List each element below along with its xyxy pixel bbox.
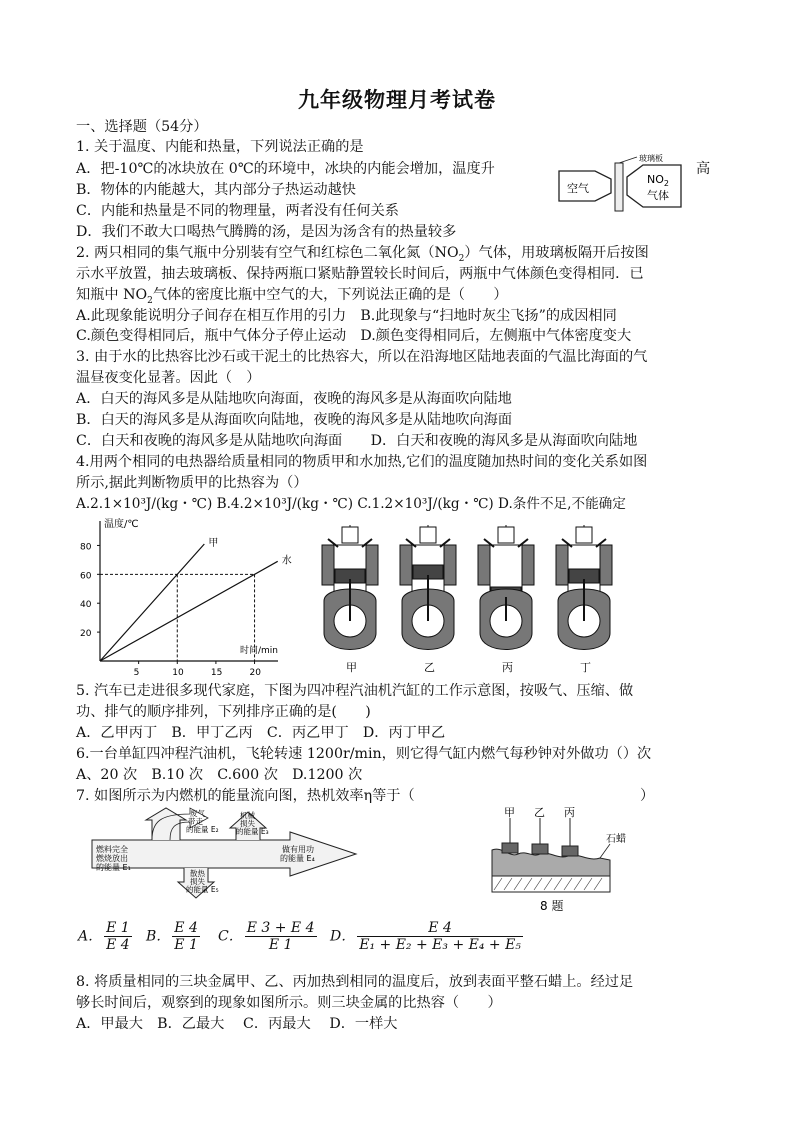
q1-stem: 1. 关于温度、内能和热量，下列说法正确的是: [76, 139, 364, 155]
q2-line1: 2. 两只相同的集气瓶中分别装有空气和红棕色二氧化氮$(NO_2)$气体，用玻璃板隔开后按图: [76, 245, 649, 264]
label-yi: 乙: [534, 806, 545, 819]
q4-line1: 4.用两个相同的电热器给质量相同的物质甲和水加热,它们的温度随加热时间的变化关系如图: [76, 454, 648, 470]
x-tick-label: 5: [133, 668, 140, 678]
flow-e1: 燃料完全燃烧放出的能量 E₁: [96, 845, 131, 872]
page-title: 九年级物理月考试卷: [298, 87, 496, 112]
q2-options-ab: A.此现象能说明分子间存在相互作用的引力 B.此现象与“扫地时灰尘飞扬”的成因相同: [76, 308, 617, 324]
q7-line1: 7. 如图所示为内燃机的能量流向图，热机效率η等于（: [76, 788, 415, 804]
flow-e2: 废气带走的能量 E₂: [186, 809, 219, 834]
flow-e3: 机械损失的能量 E₃: [236, 811, 269, 836]
label-bing: 丙: [564, 806, 575, 819]
q4-line2: 所示,据此判断物质甲的比热容为（）: [76, 475, 308, 491]
x-tick-label: 15: [210, 668, 223, 678]
q7-line1-end: ）: [640, 788, 655, 804]
q6-options: A、20 次 B.10 次 C.600 次 D.1200 次: [76, 767, 363, 783]
q7-option-c: C． $\frac{E 3 + E 4}{E 1}$: [218, 920, 315, 953]
section-heading: 一、选择题（54分）: [76, 119, 208, 135]
block-jia: [502, 843, 518, 853]
energy-flow-figure: [90, 806, 362, 902]
q1-option-a: A．把-10℃的冰块放在 0℃的环境中，冰块的内能会增加，温度升: [76, 161, 495, 177]
spark-plug: [342, 527, 358, 543]
gas-bottles-figure: [555, 153, 688, 217]
wax-figure: [488, 806, 638, 916]
x-tick-label: 10: [172, 668, 184, 678]
q3-option-b: B．白天的海风多是从海面吹向陆地，夜晚的海风多是从陆地吹向海面: [76, 412, 513, 428]
q8-line1: 8. 将质量相同的三块金属甲、乙、丙加热到相同的温度后，放到表面平整石蜡上。经过足: [76, 974, 634, 990]
block-yi: [532, 844, 548, 854]
q8-line2: 够长时间后，观察到的现象如图所示。则三块金属的比热容（ ）: [76, 995, 502, 1011]
x-tick-label: 20: [249, 668, 261, 678]
q4-options: A.2.1×10³J/(kg・℃) B.4.2×10³J/(kg・℃) C.1.2×10³J/(kg・℃) D.条件不足,不能确定: [76, 496, 626, 512]
label-jia: 甲: [504, 806, 515, 819]
engine-4: [556, 525, 612, 674]
spark-plug: [498, 527, 514, 543]
q1-option-c: C．内能和热量是不同的物理量，两者没有任何关系: [76, 203, 399, 219]
flow-e4: 做有用功的能量 E₄: [280, 845, 315, 863]
spark-plug: [576, 527, 592, 543]
fig-no2-label: $NO_2$: [647, 173, 669, 188]
y-tick-label: 40: [80, 600, 92, 611]
q2-options-cd: C.颜色变得相同后，瓶中气体分子停止运动 D.颜色变得相同后，左侧瓶中气体密度变大: [76, 328, 632, 344]
q7-option-b: B． $\frac{E 4}{E 1}$: [146, 920, 198, 953]
q1-option-d: D．我们不敢大口喝热气腾腾的汤，是因为汤含有的热量较多: [76, 224, 457, 240]
q3-options-cd: C．白天和夜晚的海风多是从陆地吹向海面 D．白天和夜晚的海风多是从海面吹向陆地: [76, 433, 638, 449]
label-wax: 石蜡: [606, 834, 626, 845]
fig8-caption: 8 题: [540, 899, 564, 913]
engine-label: 乙: [424, 661, 435, 674]
spark-plug: [420, 527, 436, 543]
y-axis-label: 温度/℃: [104, 519, 139, 530]
engine-2: [400, 525, 456, 674]
y-tick-label: 80: [80, 542, 92, 553]
q6-line1: 6.一台单缸四冲程汽油机，飞轮转速 1200r/min，则它得气缸内燃气每秒钟对外做功（）次: [76, 746, 652, 762]
fig-plate-label: 玻璃板: [639, 154, 663, 163]
q3-option-a: A．白天的海风多是从陆地吹向海面，夜晚的海风多是从海面吹向陆地: [76, 391, 512, 407]
q1-option-a-tail: 高: [696, 161, 711, 177]
engine-strokes-figure: [316, 525, 604, 673]
engine-label: 丁: [580, 661, 591, 674]
q8-options: A．甲最大 B．乙最大 C．丙最大 D．一样大: [76, 1016, 398, 1032]
block-bing: [562, 846, 578, 856]
q5-line1: 5. 汽车已走进很多现代家庭，下图为四冲程汽油机汽缸的工作示意图，按吸气、压缩、做: [76, 683, 634, 699]
fig-gas-label: 气体: [647, 189, 669, 202]
q3-line2: 温昼夜变化显著。因此（ ）: [76, 370, 261, 386]
y-tick-label: 60: [80, 571, 92, 582]
fig-air-label: 空气: [567, 182, 589, 195]
temperature-time-chart: [76, 515, 292, 678]
engine-label: 甲: [346, 661, 357, 674]
q5-line2: 功、排气的顺序排列，下列排序正确的是( ): [76, 704, 371, 720]
series-label-0: 甲: [208, 538, 219, 549]
q7-option-a: A． $\frac{E 1}{E 4}$: [78, 920, 130, 953]
q3-line1: 3. 由于水的比热容比沙石或干泥土的比热容大，所以在沿海地区陆地表面的气温比海面的气: [76, 349, 648, 365]
y-tick-label: 20: [80, 629, 92, 640]
flow-e5: 散热损失的能量 E₅: [186, 869, 219, 894]
engine-1: [322, 525, 378, 674]
engine-label: 丙: [502, 661, 513, 674]
q7-option-d: D． $\frac{E 4}{\text{E₁ + E₂ + E₃ + E₄ + E₅}}$: [330, 920, 521, 953]
cylinder-bore: [490, 545, 522, 593]
q2-line2: 示水平放置，抽去玻璃板、保持两瓶口紧贴静置较长时间后，两瓶中气体颜色变得相同．已: [76, 266, 644, 282]
series-label-1: 水: [281, 555, 292, 567]
engine-3: [478, 525, 534, 674]
x-axis-label: 时间/min: [240, 646, 279, 656]
series-line-0: [100, 544, 204, 661]
q1-option-b: B．物体的内能越大，其内部分子热运动越快: [76, 182, 356, 198]
q5-options: A．乙甲丙丁 B．甲丁乙丙 C．丙乙甲丁 D．丙丁甲乙: [76, 725, 446, 741]
q2-line3: 知瓶中 $NO_2$气体的密度比瓶中空气的大，下列说法正确的是（ ）: [76, 287, 508, 306]
